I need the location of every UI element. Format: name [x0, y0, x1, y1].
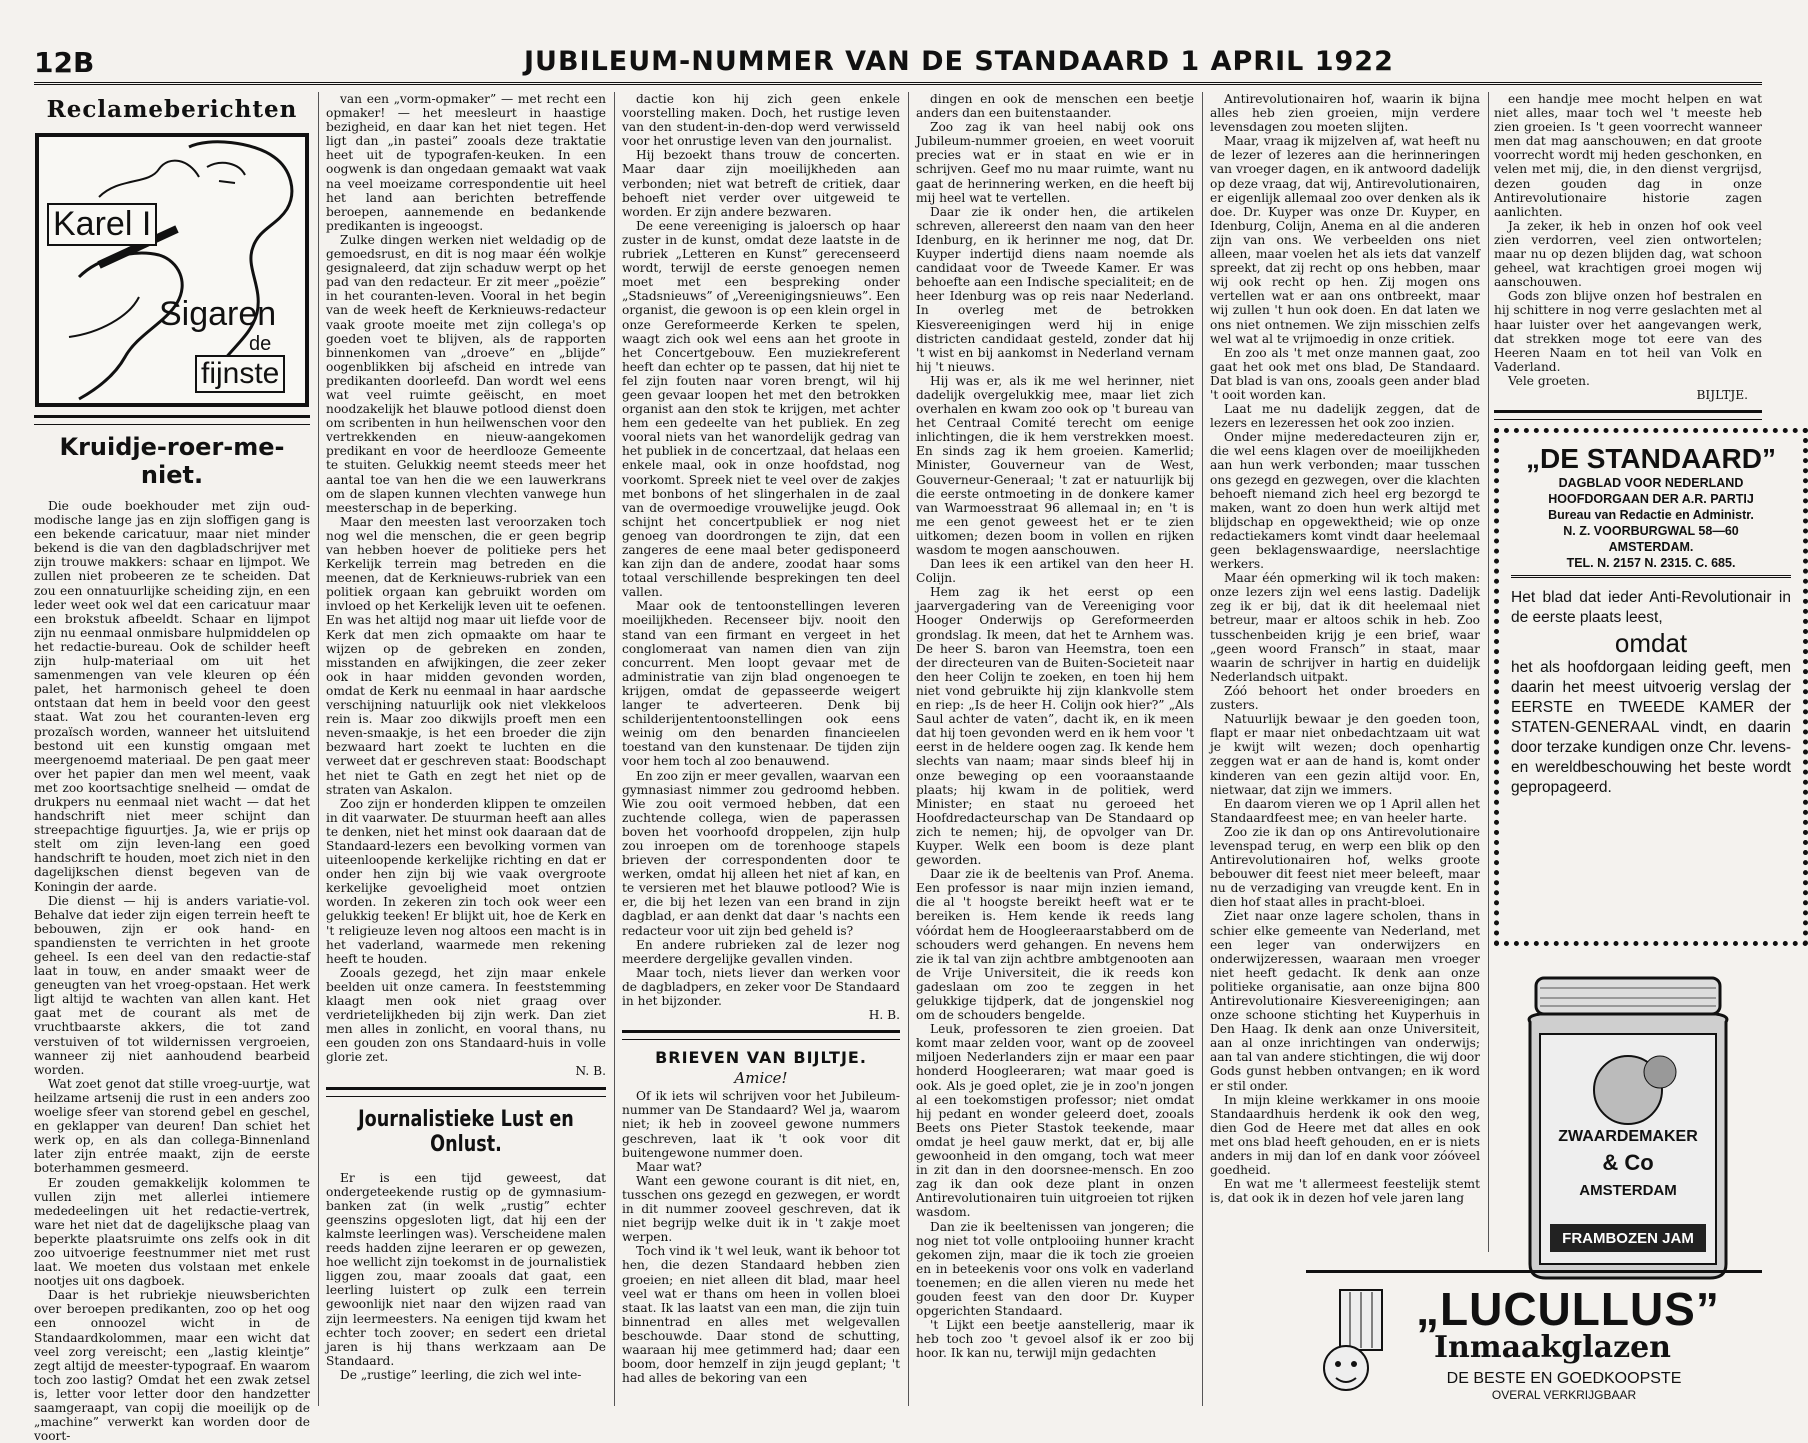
paragraph: 't Lijkt een beetje aanstellerig, maar ik heb toch zoo 't gevoel alsof ik er zoo bij hoor. Ik kan nu, terwijl mijn gedachten: [916, 1318, 1194, 1361]
ad-availability: OVERAL VERKRIJGBAAR: [1491, 1388, 1637, 1402]
ad-body: Het blad dat ieder Anti-Revolutionair in de eerste plaats leest,: [1511, 589, 1791, 627]
ad-brand-name: Karel I: [47, 203, 157, 246]
column-6: [1494, 92, 1791, 1252]
paragraph: Maar den meesten last veroorzaken toch nog wel die menschen, die er geen begrip van hebben hoever de politieke pers het Kerkelijk terrein mag betreden en die meenen, dat de Kerknieuws-rubriek van een politiek orgaan kan gebruikt worden om invloed op het Kerkelijk leven uit te oefenen. En was het altijd nog maar uit liefde voor de Kerk dat men zich opmaakte om haar te wijzen op de gebreken en zonden, misstanden en afwijkingen, die zeer zeker ook in haar midden gevonden worden, omdat de Kerk nu eenmaal in haar aardsche verschijning natuurlijk ook niet vlekkeloos rein is. Maar zoo dikwijls proeft men een neven-smaakje, is het een broeder die zijn bezwaard hart zoekt te luchten en die verweet dat er geschreven staat: Boodschapt het niet te Gath en zegt het niet op de straten van Askalon.: [326, 514, 606, 797]
paragraph: Zoo zie ik dan op ons Antirevolutionaire levenspad terug, en werp een blik op den Antirevolutionairen hof, welks groote bebouwer dit feest niet meer beleeft, maar nu de verzadiging van vreugde kent. En in dien hof staat alles in pracht-bloei.: [1210, 824, 1480, 910]
paragraph: Laat me nu dadelijk zeggen, dat de lezers en lezeressen het ook zoo inzien.: [1210, 402, 1480, 431]
ad-title: „DE STANDAARD”: [1526, 443, 1776, 475]
author-signature: H. B.: [868, 1008, 900, 1023]
page-number: 12B: [34, 46, 95, 79]
column-rule: [908, 92, 909, 1406]
paragraph: En wat me 't allermeest feestelijk stemt is, dat ook ik in dezen hof vele jaren lang: [1210, 1177, 1480, 1206]
paragraph: van een „vorm-opmaker” — met recht een opmaker! — het meesleurt in haastige bezigheid, en daar kan het niet tegen. Het ligt dan „in pastei” zooals deze traktatie heet uit de typografen-keuken. In een oogwenk is dan ongedaan gemaakt wat vaak na veel moeizame correspondentie uit heel het land aan berichten betreffende beroepen, aannemende en bedankende predikanten is ingeoogst.: [326, 92, 606, 233]
paragraph: dingen en ook de menschen een beetje anders dan een buitenstaander.: [916, 92, 1194, 121]
ad-brand: „LUCULLUS”: [1416, 1283, 1720, 1335]
paragraph: Gods zon blijve onzen hof bestralen en hij schittere in nog verre geslachten met al haar luister over het aangevangen werk, dat strekken moge tot eere van des Heeren Naam en tot heil van Volk en Vaderland.: [1494, 289, 1762, 374]
paragraph: Daar zie ik de beeltenis van Prof. Anema. Een professor is naar mijn inzien iemand, die al 't hoogste bereikt heeft wat er te bereiken is. Hem kende ik reeds lang vóórdat hem de Hoogleeraarstabberd om de schouders werd gehangen. En nevens hem zie ik tal van zijn achtbre ambtgenooten aan de Vrije Universiteit, die ik reeds kon gadeslaan om zoo te zeggen in het gelukkige tijdperk, dat de jongenskiel nog om de schouders bengelde.: [916, 867, 1194, 1023]
article-title: Journalistieke Lust en Onlust.: [358, 1106, 574, 1157]
paragraph: De eene vereeniging is jaloersch op haar zuster in de kunst, omdat deze laatste in de rubriek „Letteren en Kunst” gerecenseerd wordt, terwijl de eerste genoegen nemen moet met een bespreking onder „Stadsnieuws” of „Vereenigingsnieuws”. Een organist, die gewoon is op een klein orgel in onze Gereformeerde Kerken te spelen, waagt zich ook wel eens aan het groote in het Concertgebouw. Een muziekreferent heeft dan echter op te passen, dat hij niet te fel zijn fouten naar voren brengt, wil hij geen gevaar loopen het met den betrokken organist aan den stok te krijgen, met achter hem een gedeelte van het publiek. En zeg vooral niets van het wanordelijk gedrag van het publiek in de concertzaal, dat helaas een enkele maal, ook in onze hoofdstad, nog voorkomt. Spreek niet te veel over de zakjes met bonbons of het slingerhalen in de zaal van de overmoedige vrouwelijke jeugd. Ook schijnt het concertpubliek er nog niet genoeg van doordrongen te zijn, dat een zangeres de eene maal beter gedisponeerd kan zijn dan de andere, zoodat haar soms totaal verschillende besprekingen ten deel vallen.: [622, 218, 900, 600]
paragraph: Zoo zag ik van heel nabij ook ons Jubileum-nummer groeien, en weet vooruit precies wat er in staat en wie er in schrijven. Geef mo nu maar ruimte, want nu gaat de herinnering werken, en die heeft bij mij heel wat te vertellen.: [916, 120, 1194, 205]
ad-product: Inmaakglazen: [1434, 1330, 1671, 1365]
article-title: BRIEVEN VAN BIJLTJE.: [655, 1048, 867, 1068]
paragraph: Die oude boekhouder met zijn oud-modische lange jas en zijn sloffigen gang is een bekende caricatuur, maar niet minder bekend is die van den dagbladschrijver met zijn trouwe makkers: schaar en lijmpot. We zullen niet probeeren ze te scheiden. Dat zou een onnatuurlijke scheiding zijn, en een leder weet ook wel dat een caricatuur maar een brokstuk afbeeldt. Schaar en lijmpot zijn nu eenmaal onmisbare hulpmiddelen op het redactie-bureau. Ook de schilder heeft zijn hulp-materiaal om uit het samenmengen van vele kleuren op één palet, het harmonisch geheel te doen ontstaan dat hem in beeld voor den geest staat. Wat zou het couranten-leven erg prozaïsch worden, wanneer het uitsluitend bestond uit een kunstig omgaan met meergenoemd materiaal. De pen gaat meer over het papier dan men wel meent, vaak met zoo koortsachtige snelheid — omdat de drukpers nu eenmaal niet wacht — dat het handschrift niet meer schijnt dan streepachtige figuurtjes. Ja, wie er prijs op stelt om zijn leven-lang een goed handschrift te houden, moet zich niet in den dagelijkschen dienst begeven van de Koningin der aarde.: [34, 499, 310, 894]
author-signature: BIJLTJE.: [1696, 387, 1748, 402]
chef-illustration: [1306, 1288, 1416, 1408]
paragraph: Hij was er, als ik me wel herinner, niet dadelijk overgelukkig mee, maar liet zich overhalen en kwam zoo ook op 't bureau van het Centraal Comité terecht om eenige inlichtingen, die ik hem verstrekken moest. En sinds zag ik hem groeien. Kamerlid; Minister, Gouverneur van de West, Gouverneur-Generaal; 't zat er natuurlijk bij die eerste ontmoeting in de donkere kamer van Warmoesstraat 96 allemaal in; en 't is me een genot geweest het er te zien uitkomen; dezen boom in vollen en rijken wasdom te mogen aanschouwen.: [916, 373, 1194, 557]
column-3: [622, 92, 900, 1406]
paragraph: De „rustige” leerling, die zich wel inte-: [340, 1367, 582, 1382]
paragraph: Daar zie ik onder hen, die artikelen schreven, allereerst den naam van den heer Idenburg, en ik herinner me nog, dat Dr. Kuyper indertijd diens naam noemde als candidaat voor de Tweede Kamer. Er was behoefte aan een Indische specialiteit; en de heer Idenburg was op reis naar Nederland. In overleg met de betrokken Kiesvereenigingen werd hij in enige districten candidaat gesteld, zonder dat hij 't wist en bij aankomst in Nederland vernam hij 't nieuws.: [916, 204, 1194, 374]
paragraph: Toch vind ik 't wel leuk, want ik behoor tot hen, die dezen Standaard hebben zien groeien; en niet alleen dit blad, maar heel veel wat er thans om heen in vollen bloei staat. Ik las laatst van een man, die zijn tuin binnentrad en alles met welgevallen beschouwde. Daar stond de schutting, waaraan hij mee getimmerd had; daar een boom, door hemzelf in zijn jeugd geplant; 't had alles de bekoring van een: [622, 1244, 901, 1386]
column-5: [1210, 92, 1480, 1252]
column-4: [916, 92, 1194, 1406]
karel-sigaren-ad: [35, 133, 309, 407]
paragraph: Dan zie ik beeltenissen van jongeren; die nog niet tot volle ontplooiing hunner kracht gekomen zijn, maar die ik toch zie groeien en in beteekenis voor ons volk en vaderland toenemen; en die allen vieren nu mede het gouden feest van den door Dr. Kuyper opgerichten Standaard.: [916, 1219, 1194, 1319]
divider: [1494, 410, 1762, 420]
zwaardemaker-jam-ad: [1510, 972, 1746, 1282]
ad-city: AMSTERDAM.: [1608, 540, 1694, 555]
paragraph: Maar één opmerking wil ik toch maken: onze lezers zijn wel eens lastig. Dadelijk zeg ik er bij, dat ik dit heelemaal niet betreur, maar er altoos schik in heb. Zoo tusschenbeiden krijg je een brief, waar „geen woord Fransch” in staat, maar waarin de schrijver in hartig en duidelijk Nederlandsch uitpakt.: [1210, 571, 1480, 684]
paragraph: Antirevolutionairen hof, waarin ik bijna alles heb zien groeien, mijn verdere levensdagen zou moeten slijten.: [1210, 92, 1480, 135]
paragraph: Zoo zijn er honderden klippen te omzeilen in dit vaarwater. De stuurman heeft aan alles te denken, niet het minst ook daaraan dat de Standaard-lezers een bevolking vormen van uiteenloopende kerkelijke richting en dat er onder hen zijn bij wie vaak overgroote kerkelijke gevoeligheid moet ontzien worden. In zekeren zin toch ook weer een gelukkig teeken! Er blijkt uit, hoe de Kerk en 't religieuze leven nog altoos een macht is in het vaderland, waarmede men rekening heeft te houden.: [326, 796, 606, 966]
paragraph: En zoo als 't met onze mannen gaat, zoo gaat het ook met ons blad, De Standaard. Dat blad is van ons, zooals geen ander blad 't ooit worden kan.: [1210, 345, 1480, 402]
jar-city: AMSTERDAM: [1579, 1182, 1677, 1200]
column-rule: [1488, 92, 1489, 1252]
ad-subtitle: DAGBLAD VOOR NEDERLAND: [1558, 476, 1744, 491]
ad-phone: TEL. N. 2157 N. 2315. C. 685.: [1511, 555, 1791, 578]
paragraph: En zoo zijn er meer gevallen, waarvan een gymnasiast nimmer zou gedroomd hebben. Wie zou ooit vermoed hebben, dat een zuchtende collega, wien de paperassen boven het voorhoofd droppelen, zijn hulp zou inroepen om de torenhooge stapels brieven der correspondenten door te werken, omdat hij alleen het niet af kan, en te versieren met het blauwe potlood? Wie is er, die bij het lezen van een brand in zijn dagblad, er aan denkt dat daar 's nachts een redacteur voor uit zijn bed geheld is?: [622, 768, 900, 938]
section-title: Reclameberichten: [46, 96, 298, 123]
paragraph: Ziet naar onze lagere scholen, thans in schier elke gemeente van Nederland, met een leger van onderwijzers en onderwijzeressen, waaraan men vroeger niet heeft gedacht. Ik denk aan onze politieke organisatie, aan onze bijna 800 Antirevolutionaire Kiesvereenigingen; aan onze schoone stichting het Kuyperhuis in Den Haag. Ik denk aan onze Universiteit, aan al onze inrichtingen van onderwijs; aan tal van andere stichtingen, die wij door Gods gunst hebben ontvangen; en ik word er stil onder.: [1210, 909, 1480, 1093]
paragraph: Zulke dingen werken niet weldadig op de gemoedsrust, en dit is nog maar één wolkje gesignaleerd, dat zijn schaduw werpt op het pad van den redacteur. Er zit meer „poëzie” in het couranten-leven. Vooral in het begin van de week heeft de Kerknieuws-redacteur vaak groote moeite met zijn collega's op goeden voet te blijven, als de rapporten binnenkomen van „droeve” en „blijde” oogenblikken bij afscheid en intrede van predikanten doorleefd. Dan wordt wel eens wat veel ruimte geëischt, en moet noodzakelijk het blauwe potlood dienst doen om scribenten in hun heilwenschen voor den vertrekkenden en nieuw-aangekomen predikant en voor de heerdlooze Gemeente te stuiten. Gelukkig neemt steeds meer het aantal toe van hen die we een lauwerkrans om de slapen kunnen vlechten vanwege hun meesterschap in de beperking.: [326, 232, 606, 515]
paragraph: Hem zag ik het eerst op een jaarvergadering van de Vereeniging voor Hooger Onderwijs op Gereformeerden grondslag. Ik meen, dat het te Arnhem was. De heer S. baron van Heemstra, toen een der directeuren van de Buiten-Societeit naar den heer Colijn te zoeken, en toen hij hem niet vond gebruikte hij zijn klankvolle stem en riep: „Is de heer H. Colijn ook hier?” „Als Saul achter de vaten”, dacht ik, en ik meen dat hij toen gevonden werd en ik hem voor 't eerst in de heldere oogen zag. Ik kende hem slechts van naam; maar sinds bleef hij in onze beweging op een vooraanstaande plaats; hij kwam in de politiek, werd Minister; en staat nu geroeed het Hoofdredacteurschap van De Standaard op zich te nemen; hij, de opvolger van Dr. Kuyper. Welk een boom is deze plant geworden.: [916, 585, 1194, 868]
divider: [1306, 1270, 1762, 1273]
paragraph: Of ik iets wil schrijven voor het Jubileum-nummer van De Standaard? Wel ja, waarom niet; ik heb in zooveel gewone nummers geschreven, laat ik 't ook voor dit buitengewone nummer doen.: [622, 1089, 900, 1160]
paragraph: dactie kon hij zich geen enkele voorstelling maken. Doch, het rustige leven van den student-in-den-dop werd verwisseld voor het onrustige leven van den journalist.: [622, 92, 900, 149]
paragraph: En andere rubrieken zal de lezer nog meerdere dergelijke gevallen vinden.: [622, 937, 900, 966]
masthead-title: JUBILEUM-NUMMER VAN DE STANDAARD 1 APRIL 1922: [524, 46, 1394, 77]
ad-article-word: de: [249, 333, 272, 355]
lucullus-ad: [1306, 1283, 1762, 1406]
ad-product: Sigaren: [159, 295, 277, 333]
article-title: Kruidje-roer-me-niet.: [59, 433, 285, 489]
jar-co: & Co: [1602, 1150, 1654, 1176]
paragraph: Daar is het rubriekje nieuwsberichten over beroepen predikanten, zoo op het oog een onnoozel wicht in de Standaardkolommen, maar een wicht dat veel zorg vereischt; een „lastig kleintje” zegt altijd de meester-typograaf. En waarom toch zoo lastig? Omdat het een zwak zetsel is, letter voor letter door den handzetter saamgeraapt, van copij die moeilijk op de „machine” verwerkt kan worden door de voort-: [34, 1288, 311, 1443]
column-rule: [614, 92, 615, 1406]
de-standaard-ad: [1494, 428, 1808, 946]
column-1: [34, 92, 311, 1443]
ad-tagline: DE BESTE EN GOEDKOOPSTE: [1446, 1370, 1682, 1387]
ad-slogan: fijnste: [195, 355, 285, 393]
paragraph: Die dienst — hij is anders variatie-vol. Behalve dat ieder zijn eigen terrein heeft te bebouwen, zijn er ook hand- en spandiensten te verrichten in het groote geheel. Is een deel van den redactie-staf laat in touw, en ander smaakt weer de geneugten van het vroeg-opstaan. Het werk ligt altijd te wachten van allen kant. Het gaat met de courant als met de vruchtbaarste akkers, die tot zand verstuiven of tot wildernissen vergroeien, wanneer zij niet aanhoudend bearbeid worden.: [34, 893, 310, 1077]
page-header: [34, 46, 1762, 85]
jar-brand: ZWAARDEMAKER: [1558, 1128, 1698, 1146]
ad-body: het als hoofdorgaan leiding geeft, men daarin het meest uitvoerig verslag der EERSTE en TWEEDE KAMER der STATEN-GENERAAL vindt, en daarin door terzake kundigen onze Chr. levens- en wereldbeschouwing het beste wordt gepropageerd.: [1511, 659, 1791, 797]
ad-subtitle: Bureau van Redactie en Administr.: [1548, 508, 1754, 523]
divider: [34, 415, 310, 425]
paragraph: Leuk, professoren te zien groeien. Dat komt maar zelden voor, want op de zooveel miljoen Nederlanders zijn er maar een paar honderd Hoogleeraren; wat maar goed is ook. Als je goed oplet, zie je in zoo'n jongen al een toekomstigen professor; niet omdat hij pedant en wonder geleerd doet, zooals Beets ons Pieter Stastok teekende, maar omdat je heel gauw merkt, dat er, bij alle gewoonheid in den omgang, toch wat meer in zit dan in den doorsnee-mensch. En zoo zag ik dan ook deze plant in onzen Antirevolutionairen tuin uitgroeien tot rijken wasdom.: [916, 1022, 1194, 1220]
paragraph: Vele groeten.: [1508, 373, 1590, 388]
paragraph: Hij bezoekt thans trouw de concerten. Maar daar zijn moeilijkheden aan verbonden; niet wat betreft de critiek, daar behoeft niet verder over uitgeweid te worden. Er zijn andere bezwaren.: [622, 148, 900, 219]
paragraph: Er zouden gemakkelijk kolommen te vullen zijn met allerlei intiemere mededeelingen uit het redactie-vertrek, ware het niet dat de dagelijksche plaag van beperkte plaatsruimte ons zelfs ook in dit zoo uitvoerige feestnummer niet met rust laat. We moeten dus volstaan met enkele nootjes uit ons dagboek.: [34, 1175, 310, 1289]
paragraph: Onder mijne mederedacteuren zijn er, die wel eens klagen over de moeilijkheden aan hun werk verbonden; maar tusschen ons gezegd en gezwegen, over die klachten behoeft niemand zich heel erg bezorgd te maken, want zo doen hun werk altijd met blijdschap en opgewektheid; wie op onze redactiekamers komt vindt daar heelemaal geen beklagenswaardige, neerslachtige werkers.: [1210, 430, 1480, 572]
paragraph: Maar wat?: [636, 1159, 702, 1174]
ad-subtitle: HOOFDORGAAN DER A.R. PARTIJ: [1548, 492, 1754, 507]
column-rule: [318, 92, 319, 1406]
paragraph: Zóó behoort het onder broeders en zusters.: [1210, 683, 1480, 713]
paragraph: Maar, vraag ik mijzelven af, wat heeft nu de lezer of lezeres aan die herinneringen van vroeger dagen, en ik antwoord dadelijk op deze vraag, dat wij, Antirevolutionairen, er eigenlijk allemaal zoo over denken als ik doe. Dr. Kuyper was onze Dr. Kuyper, en Idenburg, Colijn, Anema en al die anderen zijn van ons. We verbeelden ons niet alleen, maar voelen het als iets dat vanzelf spreekt, dat zij recht op ons hebben, maar wij ook recht op hen. Zij mogen ons vertellen wat er aan ons ontbreekt, maar wij zullen 't hun ook doen. En dat laten we ons niet ontnemen. We zijn misschien zelfs wel wat al te vrijmoedig in onze critiek.: [1210, 134, 1480, 346]
salutation: Amice!: [734, 1069, 788, 1088]
paragraph: Wat zoet genot dat stille vroeg-uurtje, wat heilzame artsenij die rust in een anders zoo woelige sfeer van storend gebel en geschel, en geklapper van deuren! Dan schiet het werk op, en als dan collega-Binnenland later zijn entrée maakt, zijn de eerste boterhammen gesmeerd.: [34, 1076, 310, 1176]
paragraph: een handje mee mocht helpen en wat niet alles, maar toch wel 't meeste heb zien groeien. Is 't geen voorrecht wanneer men dat mag aanschouwen; en dat groote voorrecht wordt mij heden geschonken, en velen met mij, die, in den dienst vergrijsd, dezen gouden dag in onze Antirevolutionaire historie zagen aanlichten.: [1494, 92, 1762, 219]
paragraph: Ja zeker, ik heb in onzen hof ook veel zien verdorren, veel zien ontwortelen; maar nu op dezen blijden dag, wat schoon geheel, wat krachtigen groei mogen wij aanschouwen.: [1494, 218, 1762, 290]
paragraph: Dan lees ik een artikel van den heer H. Colijn.: [916, 557, 1194, 586]
paragraph: Er is een tijd geweest, dat ondergeteekende rustig op de gymnasium-banken zat (in welk „rustig” echter geenszins opgesloten ligt, dat hij een der kalmste leerlingen was). Verscheidene malen reeds hadden zijne leeraren er op gewezen, hoe wellicht zijn toekomst in de journalistiek liggen zou, maar zooals dat gaat, een leerling luistert op zulk een terrein gewoonlijk niet naar den wijzen raad van zijn leermeesters. Na eenigen tijd kwam het echter toch zoover; en sedert een drietal jaren is hij thans werkzaam aan De Standaard.: [326, 1170, 606, 1368]
author-signature: N. B.: [575, 1064, 606, 1079]
paragraph: En daarom vieren we op 1 April allen het Standaardfeest mee; en van heeler harte.: [1210, 796, 1480, 825]
paragraph: Maar ook de tentoonstellingen leveren moeilijkheden. Recenseer bijv. nooit den stand van een firmant en vergeet in het conglomeraat van namen dien van zijn concurrent. Men loopt gevaar met de administratie van zijn blad ongenoegen te krijgen, omdat de gepasseerde weigert langer te adverteeren. Denk bij schilderijententoonstellingen ook eens weinig om den benarden financieelen toestand van den kunstenaar. De tijden zijn voor hem toch al zoo benauwend.: [622, 599, 900, 769]
column-rule: [1202, 92, 1203, 1406]
jar-product: FRAMBOZEN JAM: [1562, 1230, 1694, 1248]
column-2: [326, 92, 606, 1406]
divider: [622, 1030, 900, 1040]
paragraph: In mijn kleine werkkamer in ons mooie Standaardhuis herdenk ik ook den weg, dien God de Heere met dat alles en ook met ons blad heeft gehouden, en er is niets anders in mij dan lof en dank voor zóóveel goedheid.: [1210, 1092, 1480, 1178]
paragraph: Maar toch, niets liever dan werken voor de dagbladpers, en zeker voor De Standaard in het bijzonder.: [622, 965, 900, 1008]
ad-address: N. Z. VOORBURGWAL 58—60: [1563, 524, 1739, 539]
paragraph: Want een gewone courant is dit niet, en, tusschen ons gezegd en gezwegen, er wordt in dit nummer zooveel geschreven, dat ik niet begrijp welke duit ik in 't zakje moet werpen.: [622, 1173, 900, 1245]
divider: [326, 1087, 606, 1097]
paragraph: Natuurlijk bewaar je den goeden toon, flapt er maar niet onbedachtzaam uit wat je kwijt wilt wezen; doch openhartig zeggen wat er aan de hand is, komt onder kinderen van een gezin altijd voor. En, nietwaar, dat zijn we immers.: [1210, 712, 1480, 797]
paragraph: Zooals gezegd, het zijn maar enkele beelden uit onze camera. In feeststemming klaagt men ook niet graag over verdrietelijkheden bij zijn werk. Dan ziet men alles in zonlicht, en vooral thans, nu een gouden zon ons Standaard-huis in volle glorie zet.: [326, 965, 606, 1065]
ad-emphasis: omdat: [1614, 628, 1688, 659]
